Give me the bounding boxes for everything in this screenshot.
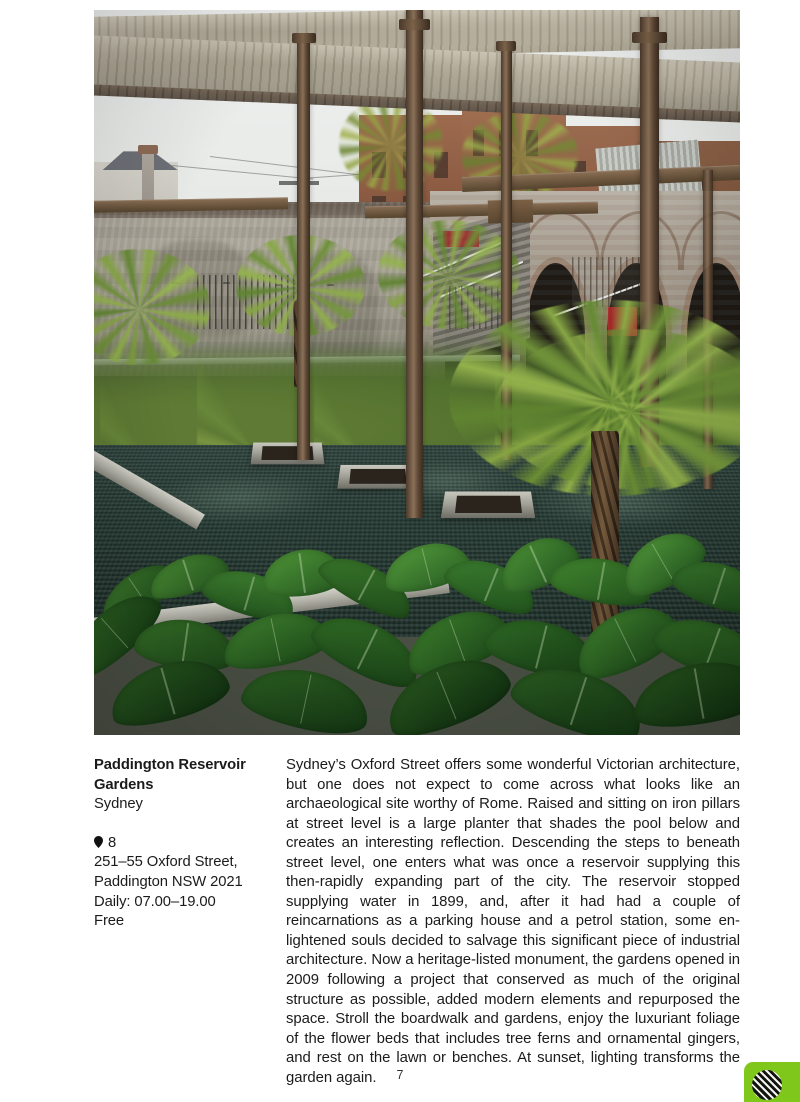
admission-price: Free xyxy=(94,913,125,930)
iron-pillar xyxy=(406,10,423,518)
venue-title-line-1: Paddington Reservoir xyxy=(94,757,246,773)
map-reference xyxy=(94,834,266,854)
pillar-capital xyxy=(292,33,315,43)
venue-city: Sydney xyxy=(94,796,143,813)
page-number: 7 xyxy=(396,1068,404,1082)
pool-planter xyxy=(441,492,536,519)
map-pin-icon xyxy=(94,836,103,848)
description-column xyxy=(286,756,740,1088)
corner-badge xyxy=(744,1062,800,1102)
caption-block xyxy=(94,756,740,1088)
ginger-flower-bed xyxy=(94,518,740,736)
pillar-capital xyxy=(632,32,667,44)
tree-fern-small xyxy=(378,220,520,329)
opening-hours: Daily: 07.00–19.00 xyxy=(94,893,216,910)
venue-title-line-2: Gardens xyxy=(94,776,154,793)
iron-pillar xyxy=(297,39,310,460)
pillar-capital xyxy=(496,41,516,50)
address-line-1: 251–55 Oxford Street, xyxy=(94,854,238,871)
description-text: Sydney’s Oxford Street offers some wonderful Victorian architecture, but one does not expect to come across what looks like an archaeological site worthy of Rome. Raised and sitting on iron pillars at street level is a large planter that shades the pool below and creates an interesting reflection. Descending the steps to beneath street level, one enters what was once a reservoir supplying this then-rapidly expanding part of the city. The reservoir stopped supplying water in 1899, and, after it had had a couple of reincarnations as a parking house and a petrol station, some enlightened souls decided to salvage this significant piece of industrial architecture. Now a heritage-listed monument, the gardens opened in 2009 following a project that conserved as much of the original structure as possible, added modern elements and repurposed the space. Stroll the boardwalk and gardens, enjoy the luxuriant foliage of the flower beds that includes tree ferns and ornamental gingers, and rest on the lawn or benches. At sunset, lighting transforms the garden again. xyxy=(286,757,740,1086)
spacer xyxy=(94,815,266,834)
photo-figure xyxy=(94,10,740,735)
map-number: 8 xyxy=(108,834,117,851)
pillar-capital xyxy=(399,19,430,31)
address-line-2: Paddington NSW 2021 xyxy=(94,873,243,890)
pool-planter xyxy=(251,443,325,465)
hatched-circle-icon xyxy=(752,1070,782,1100)
background-tree xyxy=(339,97,442,191)
photo-scene xyxy=(94,10,740,735)
venue-details-column xyxy=(94,756,266,1088)
